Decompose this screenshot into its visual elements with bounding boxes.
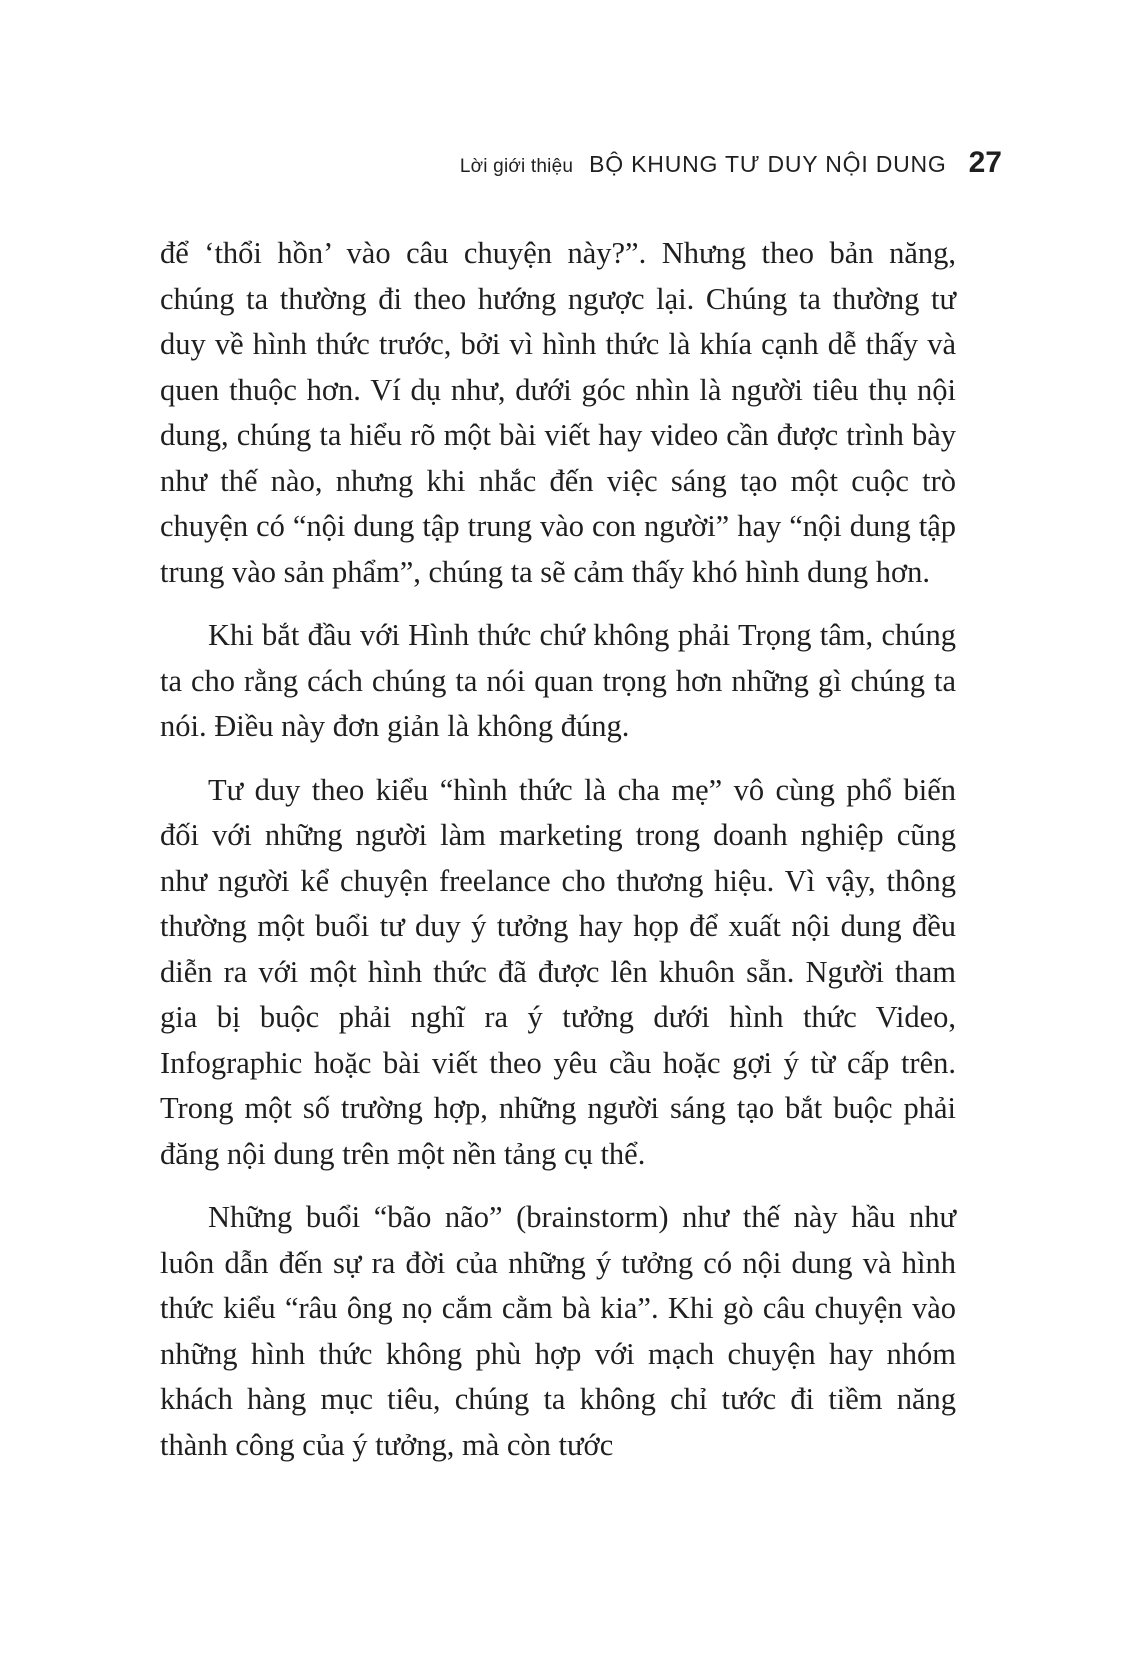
header-chapter-title: BỘ KHUNG TƯ DUY NỘI DUNG xyxy=(589,151,947,177)
page-number: 27 xyxy=(968,146,1002,179)
paragraph: Khi bắt đầu với Hình thức chứ không phải Trọng tâm, chúng ta cho rằng cách chúng ta nói quan trọng hơn những gì chúng ta nói. Điều này đơn giản là không đúng. xyxy=(160,618,956,743)
paragraph: Tư duy theo kiểu “hình thức là cha mẹ” vô cùng phổ biến đối với những người làm marketing trong doanh nghiệp cũng như người kể chuyện freelance cho thương hiệu. Vì vậy, thông thường một buổi tư duy ý tưởng hay họp để xuất nội dung đều diễn ra với một hình thức đã được lên khuôn sẵn. Người tham gia bị buộc phải nghĩ ra ý tưởng dưới hình thức Video, Infographic hoặc bài viết theo yêu cầu hoặc gợi ý từ cấp trên. Trong một số trường hợp, những người sáng tạo bắt buộc phải đăng nội dung trên một nền tảng cụ thể. xyxy=(160,772,956,1171)
header-section-label: Lời giới thiệu xyxy=(459,156,574,177)
running-header xyxy=(460,146,1002,180)
paragraph: Những buổi “bão não” (brainstorm) như thế này hầu như luôn dẫn đến sự ra đời của những ý tưởng có nội dung và hình thức kiểu “râu ông nọ cắm cằm bà kia”. Khi gò câu chuyện vào những hình thức không phù hợp với mạch chuyện hay nhóm khách hàng mục tiêu, chúng ta không chỉ tước đi tiềm năng thành công của ý tưởng, mà còn tước xyxy=(160,1200,956,1462)
body-text xyxy=(160,231,956,1468)
paragraph-continued: để ‘thổi hồn’ vào câu chuyện này?”. Nhưng theo bản năng, chúng ta thường đi theo hướng ngược lại. Chúng ta thường tư duy về hình thức trước, bởi vì hình thức là khía cạnh dễ thấy và quen thuộc hơn. Ví dụ như, dưới góc nhìn là người tiêu thụ nội dung, chúng ta hiểu rõ một bài viết hay video cần được trình bày như thế nào, nhưng khi nhắc đến việc sáng tạo một cuộc trò chuyện có “nội dung tập trung vào con người” hay “nội dung tập trung vào sản phẩm”, chúng ta sẽ cảm thấy khó hình dung hơn. xyxy=(160,236,956,589)
